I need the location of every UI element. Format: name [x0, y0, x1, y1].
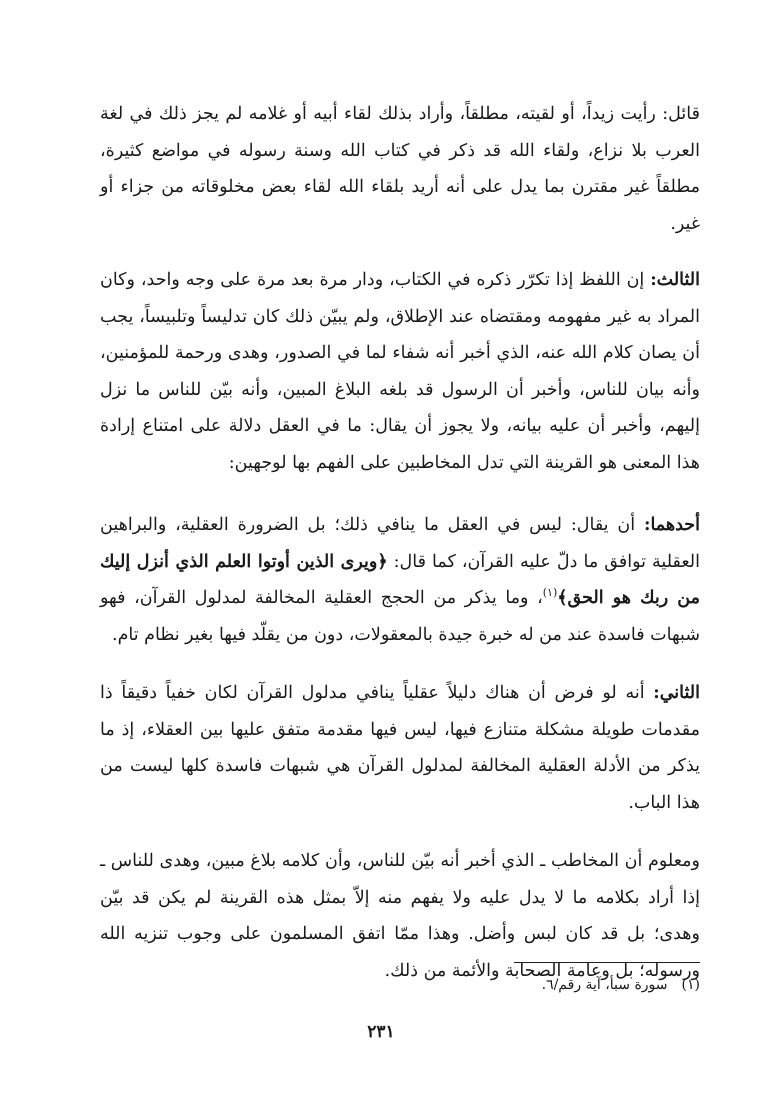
- paragraph-2: [100, 262, 700, 481]
- paragraph-2-text: إن اللفظ إذا تكرّر ذكره في الكتاب، ودار مرة بعد مرة على وجه واحد، وكان المراد به غير مفهومه ومقتضاه عند الإطلاق، ولم يبيّن ذلك كان تدليساً وتلبيساً، يجب أن يصان كلام الله عنه، الذي أخبر أنه شفاء لما في الصدور، وهدى ورحمة للمؤمنين، وأنه بيان للناس، وأخبر أن الرسول قد بلغه البلاغ المبين، وأنه بيّن للناس ما نزل إليهم، وأخبر أن عليه بيانه، ولا يجوز أن يقال: ما في العقل دلالة على امتناع إرادة هذا المعنى هو القرينة التي تدل المخاطبين على الفهم بها لوجهين:: [100, 270, 700, 473]
- quran-quote: ﴿ويرى الذين أوتوا العلم الذي أنزل إليك من ربك هو الحق﴾: [100, 551, 701, 608]
- paragraph-3: [100, 507, 700, 653]
- paragraph-1-text: قائل: رأيت زيداً، أو لقيته، مطلقاً، وأراد بذلك لقاء أبيه أو غلامه لم يجز ذلك في لغة العرب بلا نزاع، ولقاء الله قد ذكر في كتاب الله وسنة رسوله في مواضع كثيرة، مطلقاً غير مقترن بما يدل على أنه أريد بلقاء الله لقاء بعض مخلوقاته من جزاء أو غير.: [100, 104, 700, 234]
- paragraph-4-lead: الثاني:: [653, 683, 700, 703]
- paragraph-4-text: أنه لو فرض أن هناك دليلاً عقلياً ينافي مدلول القرآن لكان خفياً دقيقاً ذا مقدمات طويلة مشكلة متنازع فيها، ليس فيها مقدمة متفق عليها بين العقلاء، إذ ما يذكر من الأدلة العقلية المخالفة لمدلول القرآن هي شبهات فاسدة كلها ليست من هذا الباب.: [100, 683, 700, 813]
- footnote-divider: [514, 962, 700, 963]
- page-number: ٢٣١: [367, 1022, 395, 1042]
- paragraph-1: [100, 96, 700, 242]
- paragraph-3-text-b: ، وما يذكر من الحجج العقلية المخالفة لمدلول القرآن، فهو شبهات فاسدة عند من له خبرة جيدة بالمعقولات، دون من يقلّد فيها بغير نظام تام.: [100, 588, 700, 645]
- footnote-number: (١): [681, 977, 700, 993]
- paragraph-2-lead: الثالث:: [650, 270, 700, 290]
- footnote-marker: (١): [542, 586, 558, 600]
- footnote-text: سورة سبأ، آية رقم/٦.: [541, 977, 668, 993]
- paragraph-4: [100, 675, 700, 821]
- paragraph-5-text: ومعلوم أن المخاطب ـ الذي أخبر أنه بيّن للناس، وأن كلامه بلاغ مبين، وهدى للناس ـ إذا أراد بكلامه ما لا يدل عليه ولا يفهم منه إلاّ بمثل هذه القرينة لم يكن قد بيّن وهدى؛ بل قد كان لبس وأضل. وهذا ممّا اتفق المسلمون على وجوب تنزيه الله ورسوله؛ بل وعامة الصحابة والأئمة من ذلك.: [100, 851, 700, 981]
- footnote: [100, 972, 700, 998]
- paragraph-3-lead: أحدهما:: [643, 515, 700, 535]
- paragraph-3-text-a: أن يقال: ليس في العقل ما ينافي ذلك؛ بل الضرورة العقلية، والبراهين العقلية توافق ما دلّ عليه القرآن، كما قال:: [100, 515, 700, 572]
- page-body: [100, 96, 700, 1009]
- paragraph-5: [100, 843, 700, 989]
